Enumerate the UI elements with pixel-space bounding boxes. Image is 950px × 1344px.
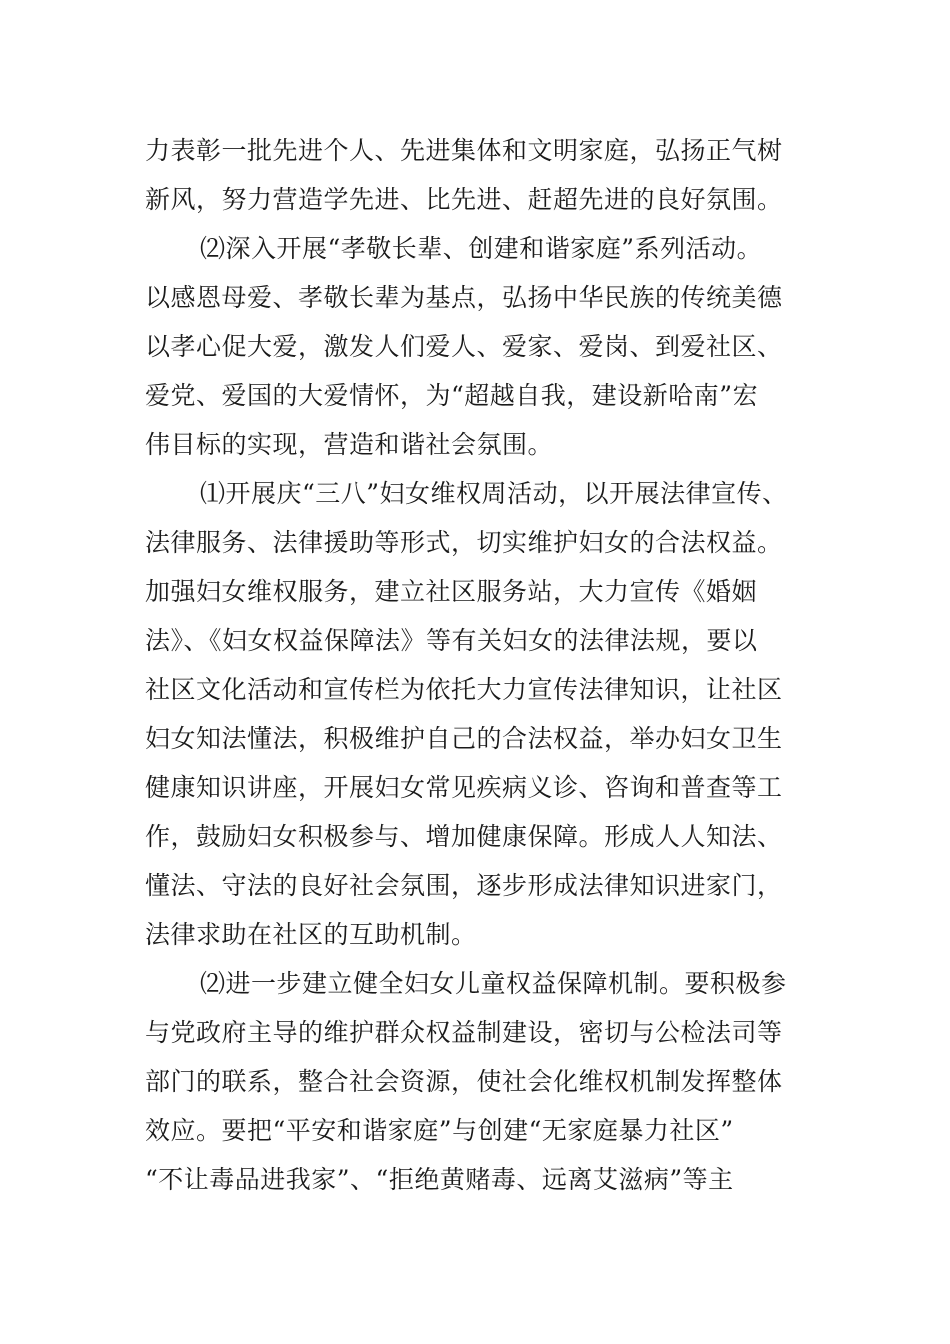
text-line: 力表彰一批先进个人、先进集体和文明家庭，弘扬正气树 bbox=[145, 136, 783, 165]
text-line: 伟目标的实现，营造和谐社会氛围。 bbox=[145, 430, 554, 459]
text-line: 以感恩母爱、孝敬长辈为基点，弘扬中华民族的传统美德 bbox=[145, 283, 783, 312]
text-line: 爱党、爱国的大爱情怀，为“超越自我，建设新哈南”宏 bbox=[145, 381, 759, 410]
text-line: 妇女知法懂法，积极维护自己的合法权益，举办妇女卫生 bbox=[145, 724, 783, 753]
text-line: 健康知识讲座，开展妇女常见疾病义诊、咨询和普查等工 bbox=[145, 773, 783, 802]
text-line: 以孝心促大爱，激发人们爱人、爱家、爱岗、到爱社区、 bbox=[145, 332, 783, 361]
text-line: 效应。要把“平安和谐家庭”与创建“无家庭暴力社区” bbox=[145, 1116, 734, 1145]
text-line: 法》、《妇女权益保障法》等有关妇女的法律法规，要以 bbox=[145, 626, 758, 655]
document-body bbox=[145, 126, 845, 1204]
text-line: 新风，努力营造学先进、比先进、赶超先进的良好氛围。 bbox=[145, 185, 783, 214]
text-line: 部门的联系，整合社会资源，使社会化维权机制发挥整体 bbox=[145, 1067, 783, 1096]
text-line: 与党政府主导的维护群众权益制建设，密切与公检法司等 bbox=[145, 1018, 783, 1047]
text-line: 法律求助在社区的互助机制。 bbox=[145, 920, 477, 949]
text-line: 作，鼓励妇女积极参与、增加健康保障。形成人人知法、 bbox=[145, 822, 783, 851]
text-line: 社区文化活动和宣传栏为依托大力宣传法律知识，让社区 bbox=[145, 675, 783, 704]
text-line: 法律服务、法律援助等形式，切实维护妇女的合法权益。 bbox=[145, 528, 783, 557]
text-line: 加强妇女维权服务，建立社区服务站，大力宣传《婚姻 bbox=[145, 577, 758, 606]
text-line: 懂法、守法的良好社会氛围，逐步形成法律知识进家门， bbox=[145, 871, 783, 900]
text-line: ⑵进一步建立健全妇女儿童权益保障机制。要积极参 bbox=[200, 969, 787, 998]
text-line: “不让毒品进我家”、“拒绝黄赌毒、远离艾滋病”等主 bbox=[145, 1165, 734, 1194]
text-line: ⑵深入开展“孝敬长辈、创建和谐家庭”系列活动。 bbox=[200, 234, 763, 263]
text-line: ⑴开展庆“三八”妇女维权周活动，以开展法律宣传、 bbox=[200, 479, 788, 508]
